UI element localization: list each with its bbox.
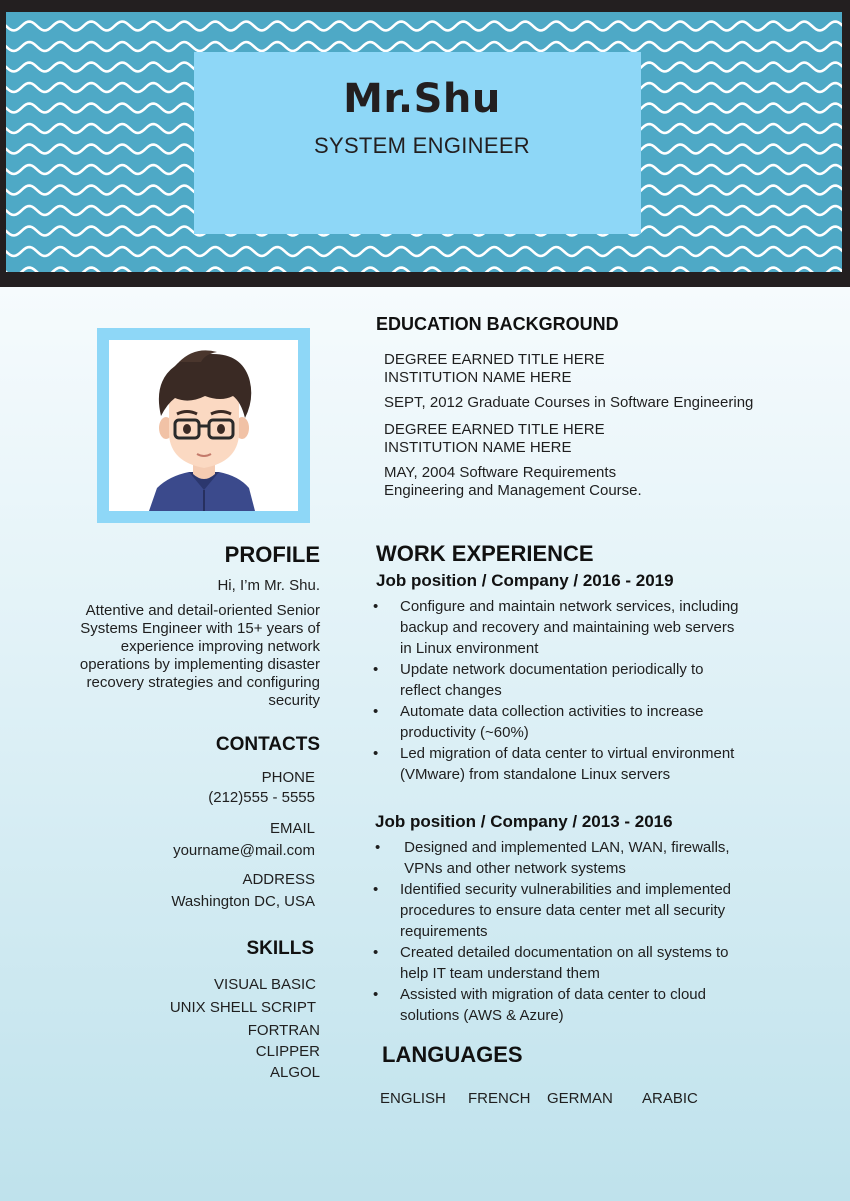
bullet-line: Led migration of data center to virtual environment <box>400 745 735 762</box>
language-item: FRENCH <box>468 1090 531 1107</box>
job-bullet: • Identified security vulnerabilities and implemented procedures to ensure data center met all security requirements <box>400 879 820 942</box>
language-item: ARABIC <box>642 1090 698 1107</box>
degree-title: DEGREE EARNED TITLE HERE <box>384 351 605 368</box>
job-bullet: • Update network documentation periodically to reflect changes <box>400 659 820 701</box>
institution-name: INSTITUTION NAME HERE <box>384 369 572 386</box>
education-detail: Engineering and Management Course. <box>384 482 642 499</box>
bullet-line: Update network documentation periodically to <box>400 661 704 678</box>
bullet-line: solutions (AWS & Azure) <box>400 1007 564 1024</box>
job-bullets <box>373 596 820 785</box>
bullet-line: help IT team understand them <box>400 965 600 982</box>
job-bullet: • Designed and implemented LAN, WAN, firewalls, VPNs and other network systems <box>400 837 820 879</box>
avatar-illustration <box>109 340 298 511</box>
profile-line: experience improving network <box>120 638 320 655</box>
email-label: EMAIL <box>269 820 315 837</box>
bullet-line: Configure and maintain network services, including <box>400 598 739 615</box>
skill-item: UNIX SHELL SCRIPT <box>169 999 316 1016</box>
degree-title: DEGREE EARNED TITLE HERE <box>384 421 605 438</box>
phone-value: (212)555 - 5555 <box>208 789 315 806</box>
bullet-line: VPNs and other network systems <box>400 860 626 877</box>
profile-line: Systems Engineer with 15+ years of <box>80 620 320 637</box>
job-title: SYSTEM ENGINEER <box>314 133 530 158</box>
profile-greeting: Hi, I’m Mr. Shu. <box>217 577 320 594</box>
language-item: ENGLISH <box>380 1090 446 1107</box>
job-bullet: • Automate data collection activities to increase productivity (~60%) <box>400 701 820 743</box>
bullet-line: in Linux environment <box>400 640 539 657</box>
skill-item: ALGOL <box>269 1064 320 1081</box>
language-item: GERMAN <box>547 1090 613 1107</box>
bullet-line: (VMware) from standalone Linux servers <box>400 766 671 783</box>
skill-item: CLIPPER <box>255 1043 320 1060</box>
education-entry <box>384 421 642 500</box>
bullet-line: Identified security vulnerabilities and implemented <box>400 881 732 898</box>
education-detail: SEPT, 2012 Graduate Courses in Software Engineering <box>384 394 754 411</box>
work-heading: WORK EXPERIENCE <box>376 541 594 566</box>
email-value: yourname@mail.com <box>173 842 315 859</box>
job-bullets <box>373 837 820 1026</box>
address-value: Washington DC, USA <box>171 893 315 910</box>
skill-item: VISUAL BASIC <box>214 976 316 993</box>
bullet-line: procedures to ensure data center met all security <box>400 902 726 919</box>
bullet-line: requirements <box>400 923 488 940</box>
profile-line: Attentive and detail-oriented Senior <box>85 602 320 619</box>
wave-line <box>6 247 842 256</box>
wave-line <box>6 268 842 272</box>
skill-item: FORTRAN <box>247 1022 320 1039</box>
skills-heading: SKILLS <box>246 938 314 959</box>
job-bullet: • Led migration of data center to virtual environment (VMware) from standalone Linux servers <box>400 743 820 785</box>
job-bullet: • Assisted with migration of data center to cloud solutions (AWS & Azure) <box>400 984 820 1026</box>
job-bullet: • Created detailed documentation on all systems to help IT team understand them <box>400 942 820 984</box>
bullet-line: Created detailed documentation on all systems to <box>400 944 729 961</box>
bullet-line: Assisted with migration of data center to cloud <box>400 986 706 1003</box>
profile-line: operations by implementing disaster <box>79 656 320 673</box>
job-bullet: • Configure and maintain network services, including backup and recovery and maintaining web servers in Linux environment <box>400 596 820 659</box>
contacts-heading: CONTACTS <box>215 734 320 755</box>
address-label: ADDRESS <box>242 871 315 888</box>
education-entry <box>384 351 753 412</box>
education-heading: EDUCATION BACKGROUND <box>376 314 619 334</box>
languages-heading: LANGUAGES <box>382 1042 523 1067</box>
profile-summary <box>80 602 320 710</box>
bullet-line: backup and recovery and maintaining web servers <box>400 619 735 636</box>
job-position: Job position / Company / 2016 - 2019 <box>376 571 674 590</box>
bullet-line: reflect changes <box>400 682 502 699</box>
candidate-name: Mr.Shu <box>343 76 501 122</box>
profile-line: recovery strategies and configuring <box>86 674 320 691</box>
bullet-line: Automate data collection activities to increase <box>400 703 704 720</box>
profile-line: security <box>268 692 320 709</box>
bullet-line: Designed and implemented LAN, WAN, firewalls, <box>400 839 730 856</box>
bullet-line: productivity (~60%) <box>400 724 529 741</box>
job-position: Job position / Company / 2013 - 2016 <box>375 812 673 831</box>
wave-line <box>6 42 842 51</box>
phone-label: PHONE <box>261 769 315 786</box>
education-detail: MAY, 2004 Software Requirements <box>384 464 617 481</box>
avatar <box>109 340 298 511</box>
profile-heading: PROFILE <box>224 542 320 567</box>
wave-line <box>6 22 842 31</box>
institution-name: INSTITUTION NAME HERE <box>384 439 572 456</box>
